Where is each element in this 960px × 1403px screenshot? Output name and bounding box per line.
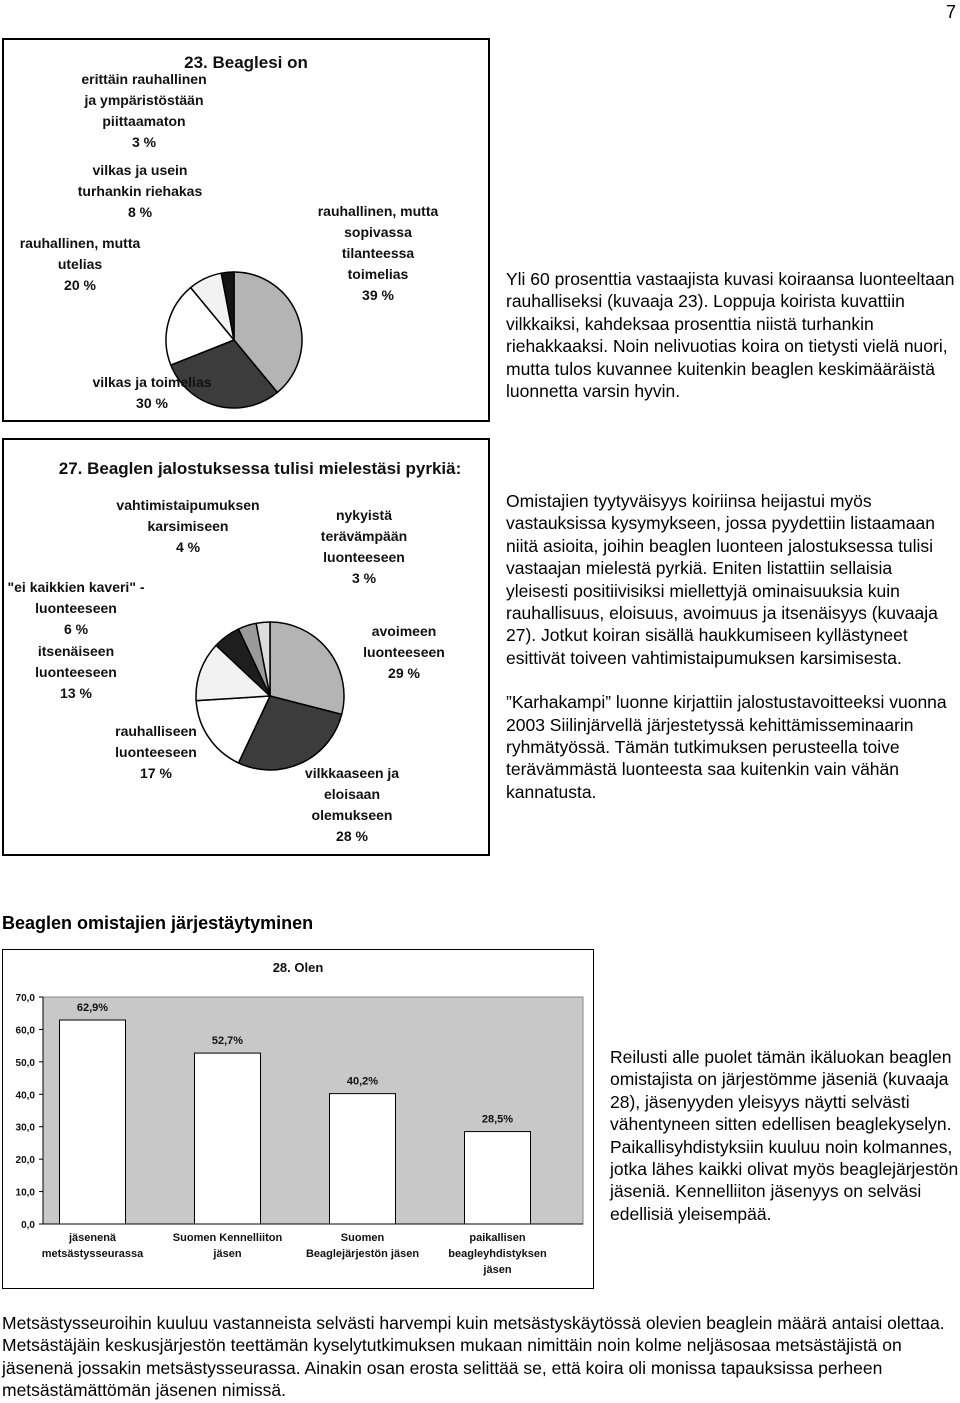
chart28-category-label: paikallisen: [469, 1232, 526, 1244]
chart23-label-line: 3 %: [131, 134, 157, 150]
figure-27: [2, 438, 490, 856]
chart27-label-line: luonteeseen: [35, 600, 117, 616]
chart28-category-label: jäsen: [213, 1248, 242, 1260]
chart28-category-label: Suomen Kennelliiton: [172, 1232, 283, 1244]
chart28-ytick-label: 30,0: [15, 1122, 35, 1134]
chart28-category-label: jäsen: [483, 1264, 512, 1276]
chart27-label-line: 4 %: [175, 539, 201, 555]
chart27-label-line: 29 %: [388, 665, 420, 681]
chart27-label-line: terävämpään: [320, 528, 408, 544]
chart23-title: 23. Beaglesi on: [184, 53, 308, 72]
chart27-label-line: eloisaan: [323, 786, 381, 802]
chart28-value-label: 52,7%: [211, 1035, 244, 1048]
chart27-label-line: luonteeseen: [35, 664, 117, 680]
chart28-bar-1: [60, 1020, 126, 1224]
chart23-label-line: piittaamaton: [102, 113, 186, 129]
chart23-label-3: [20, 235, 141, 293]
section-heading: Beaglen omistajien järjestäytyminen: [2, 913, 314, 933]
chart28-category-label: beagleyhdistyksen: [448, 1248, 547, 1260]
section1-paragraph: Yli 60 prosenttia vastaajista kuvasi koiraansa luonteeltaan rauhalliseksi (kuvaaja 23). Loppuja koirista kuvattiin vilkkaiksi, kahdeksaa prosenttia niistä turhankin riehakkaaksi. Noin nelivuotias koira on tietysti vielä nuori, mutta tulos kuvannee kuitenkin beaglen keskimääräistä luonnetta varsin hyvin.: [506, 269, 955, 402]
chart27-label-line: 13 %: [60, 685, 92, 701]
chart28-bar-4: [465, 1132, 531, 1224]
section2-paragraph1: Omistajien tyytyväisyys koiriinsa heijastui myös vastauksissa kysymykseen, jossa pyydettiin listaamaan niitä asioita, joihin beaglen luonteen jalostuksessa tulisi vastaajan mielestä pyrkiä. Eniten listattiin sellaisia yleisesti positiivisiksi miellettyjä ominaisuuksia kuin rauhallisuus, eloisuus, avoimuus ja itsenäisyys (kuvaaja 27). Jotkut koiran sisällä haukkumiseen kyllästyneet esittivät toiveen vahtimistaipumuksen karsimisesta.: [506, 491, 938, 668]
chart27-label-line: rauhalliseen: [115, 723, 197, 739]
chart27-label-6: [116, 497, 259, 555]
chart28-category-label: Beaglejärjestön jäsen: [305, 1248, 420, 1260]
pie-chart-27: [4, 440, 488, 854]
chart28-ytick-label: 50,0: [15, 1057, 35, 1069]
chart23-label-1: [318, 203, 439, 303]
chart23-label-line: ja ympäristöstään: [84, 92, 204, 108]
chart27-label-2: [305, 765, 399, 844]
chart27-label-line: avoimeen: [371, 623, 437, 639]
chart28-ytick-label: 40,0: [15, 1090, 35, 1102]
chart27-label-line: luonteeseen: [363, 644, 445, 660]
chart27-label-line: itsenäiseen: [37, 643, 115, 659]
figure-23: [2, 38, 490, 422]
chart27-label-7: [321, 507, 407, 586]
bar-chart-28: [3, 950, 593, 1288]
section2-paragraph2: ”Karhakampi” luonne kirjattiin jalostustavoitteeksi vuonna 2003 Siilinjärvellä järjestetyssä kehittämisseminaarin ryhmätyössä. Tämän tutkimuksen perusteella toive terävämmästä luonteesta saa kuitenkin vain vähän kannatusta.: [506, 692, 947, 802]
chart23-label-line: 30 %: [136, 395, 168, 411]
chart23-label-line: turhankin riehakas: [77, 183, 203, 199]
chart27-label-1: [363, 623, 445, 681]
chart23-label-line: rauhallinen, mutta: [317, 203, 439, 219]
chart23-label-line: utelias: [57, 256, 103, 272]
chart28-category-label: Suomen: [340, 1232, 385, 1244]
chart23-label-line: 20 %: [64, 277, 96, 293]
chart27-label-line: nykyistä: [335, 507, 393, 523]
chart27-label-line: vilkkaaseen ja: [304, 765, 400, 781]
chart23-label-line: toimelias: [347, 266, 409, 282]
chart27-label-line: karsimiseen: [147, 518, 229, 534]
chart28-title: 28. Olen: [272, 960, 324, 975]
chart27-label-line: 17 %: [140, 765, 172, 781]
chart28-bar-2: [195, 1053, 261, 1224]
chart28-value-label: 40,2%: [346, 1075, 379, 1088]
chart23-label-line: 8 %: [127, 204, 153, 220]
chart23-label-5: [81, 71, 206, 150]
chart23-label-line: vilkas ja usein: [92, 162, 188, 178]
bottom-paragraph: Metsästysseuroihin kuuluu vastanneista selvästi harvempi kuin metsästyskäytössä olevien beaglein määrä antaisi olettaa. Metsästäjäin keskusjärjestön teettämän kyselytutkimuksen mukaan nimittäin noin kolme neljäsosaa metsästäjistä on jäsenenä jossakin metsästysseurassa. Ainakin osan erosta selittää se, että koira oli monissa tapauksissa perheen metsästämättömän jäsenen nimissä.: [2, 1313, 945, 1401]
chart28-category-label: metsästysseurassa: [41, 1248, 144, 1260]
chart28-ytick-label: 0,0: [21, 1220, 35, 1231]
chart27-label-line: olemukseen: [311, 807, 393, 823]
figure-28: [2, 949, 594, 1289]
chart28-ytick-label: 60,0: [15, 1025, 35, 1037]
chart27-label-4: [35, 643, 117, 701]
chart28-value-label: 28,5%: [481, 1113, 514, 1126]
chart27-label-line: vahtimistaipumuksen: [116, 497, 260, 513]
chart27-label-line: "ei kaikkien kaveri" -: [7, 579, 145, 595]
chart27-label-5: [7, 579, 144, 637]
page-number: 7: [945, 2, 956, 22]
chart28-ytick-label: 10,0: [15, 1187, 35, 1199]
chart23-label-line: erittäin rauhallinen: [81, 71, 207, 87]
chart27-label-line: 28 %: [336, 828, 368, 844]
chart27-label-3: [115, 723, 197, 781]
section2-text: [506, 490, 958, 803]
chart23-label-line: 39 %: [362, 287, 394, 303]
chart27-label-line: 3 %: [351, 570, 377, 586]
pie-chart-23: [4, 40, 488, 420]
chart28-category-label: jäsenenä: [68, 1232, 117, 1244]
chart23-label-line: vilkas ja toimelias: [92, 374, 212, 390]
chart27-label-line: luonteeseen: [323, 549, 405, 565]
chart23-label-line: tilanteessa: [341, 245, 415, 261]
chart27-label-line: 6 %: [63, 621, 89, 637]
chart23-label-line: sopivassa: [344, 224, 412, 240]
chart27-title: 27. Beaglen jalostuksessa tulisi mielestäsi pyrkiä:: [58, 459, 462, 478]
chart27-label-line: luonteeseen: [115, 744, 197, 760]
chart23-label-4: [78, 162, 203, 220]
chart28-ytick-label: 70,0: [15, 993, 35, 1004]
chart28-ytick-label: 20,0: [15, 1155, 35, 1167]
section3-paragraph: Reilusti alle puolet tämän ikäluokan beaglen omistajista on järjestömme jäseniä (kuvaaja 28), jäsenyyden yleisyys näytti selvästi vähentyneen sitten edellisen beaglekyselyn. Paikallisyhdistyksiin kuuluu noin kolmannes, jotka lähes kaikki olivat myös beaglejärjestön jäseniä. Kennelliiton jäsenyys on selväsi edellisiä yleisempää.: [610, 1047, 959, 1224]
chart23-label-line: rauhallinen, mutta: [19, 235, 141, 251]
chart28-value-label: 62,9%: [76, 1002, 109, 1015]
chart28-bar-3: [330, 1094, 396, 1224]
